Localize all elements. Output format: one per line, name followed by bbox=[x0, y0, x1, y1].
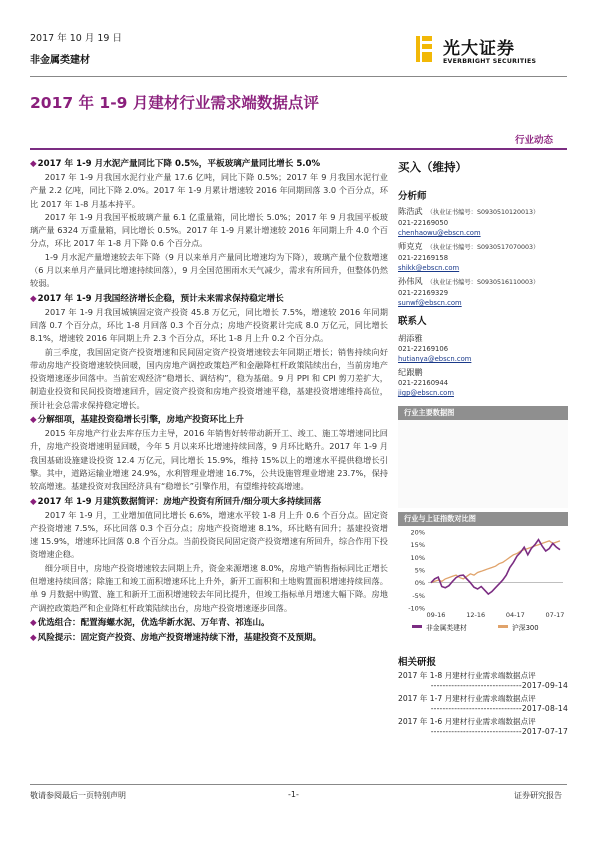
body-paragraph: 2017 年 1-9 月我国水泥行业产量 17.6 亿吨，同比下降 0.5%；2017 年 9 月我国水泥行业产量 2.2 亿吨，同比下降 2.0%。2017 年 1-9 月累计增速较 2016 年同期回落 3.0 个百分点，环比 2017 年 1-8 月基本持平。 bbox=[30, 172, 388, 209]
related-report-title[interactable]: 2017 年 1-7 月建材行业需求端数据点评 bbox=[398, 694, 536, 703]
related-list bbox=[398, 670, 568, 737]
related-report-date: -------------------------------2017-07-17 bbox=[430, 727, 568, 736]
report-date: 2017 年 10 月 19 日 bbox=[30, 33, 122, 44]
analyst-name bbox=[398, 276, 568, 288]
related-report[interactable] bbox=[398, 716, 568, 737]
legend-label-hs300: 沪深300 bbox=[512, 624, 539, 632]
contact-entry bbox=[398, 367, 568, 398]
logo-text-cn: 光大证券 bbox=[443, 39, 515, 59]
sidebar bbox=[398, 156, 568, 739]
body-paragraph: 前三季度，我国固定资产投资增速和民间固定资产投资增速较去年同期正增长；销售持续向好带动房地产投资增速较快回暖，国内房地产调控政策趋严和金融降杠杆政策陆续出台，当前房地产投资增速逐步回落中。当前宏观经济“稳增长、调结构”，稳为基础。9 月 PPI 和 CPI 剪刀差扩大，制造业投资和民间投资增速回升，固定资产投资和房地产投资增速平稳，基建投资增速维持高位，预计社会总需求保持稳定增长。 bbox=[30, 346, 388, 410]
bullet-diamond-icon: ◆ bbox=[30, 415, 37, 426]
logo-text-en: EVERBRIGHT SECURITIES bbox=[443, 58, 537, 65]
logo bbox=[413, 32, 573, 74]
contact-phone: 021-22160944 bbox=[398, 379, 449, 387]
related-report-date: -------------------------------2017-09-14 bbox=[430, 681, 568, 690]
section-heading bbox=[30, 617, 388, 630]
analyst-phone: 021-22169050 bbox=[398, 219, 449, 227]
related-report[interactable] bbox=[398, 693, 568, 714]
index-chart-bar: 行业与上证指数对比图 bbox=[398, 512, 568, 526]
legend-label-sector: 非金属类建材 bbox=[426, 624, 467, 632]
x-tick-label: 04-17 bbox=[505, 611, 525, 619]
bullet-diamond-icon: ◆ bbox=[30, 632, 37, 643]
analyst-list bbox=[398, 206, 568, 308]
section-heading-text: 风险提示：固定资产投资、房地产投资增速持续下滑，基建投资不及预期。 bbox=[37, 632, 322, 643]
y-tick-label: 0% bbox=[414, 579, 425, 588]
y-tick-label: 5% bbox=[414, 566, 425, 575]
section-heading-text: 2017 年 1-9 月我国经济增长企稳，预计未来需求保持稳定增长 bbox=[37, 293, 284, 304]
analyst-license: （执业证书编号：S0930517070003） bbox=[426, 244, 540, 251]
header-divider bbox=[30, 76, 567, 77]
y-tick-label: 15% bbox=[410, 541, 425, 550]
contact-list bbox=[398, 333, 568, 398]
legend-swatch-sector bbox=[412, 625, 422, 628]
analyst-email-link[interactable]: sunwf@ebscn.com bbox=[398, 299, 462, 307]
rating-label: 买入（维持） bbox=[398, 160, 467, 174]
bullet-diamond-icon: ◆ bbox=[30, 617, 37, 628]
section-heading bbox=[30, 496, 388, 509]
section-heading-text: 分解细项，基建投资稳增长引擎，房地产投资环比上升 bbox=[37, 415, 244, 426]
footer-disclaimer[interactable]: 敬请参阅最后一页特别声明 bbox=[30, 791, 126, 800]
analyst-name-text: 孙伟风 bbox=[398, 276, 423, 286]
analyst-license: （执业证书编号：S0930516110003） bbox=[426, 279, 540, 286]
x-tick-label: 09-16 bbox=[426, 611, 446, 619]
body-paragraph: 细分项目中，房地产投资增速较去同期上升，资金来源增速 8.0%，房地产销售指标同比正增长但增速持续回落；除施工和竣工面积增速环比上升外，新开工面积和土地购置面积增速持续回落。单 9 月数据中购置、施工和新开工面积增速较去年同比提升，但竣工指标单月增速大幅下降。房地产调控政策趋严和企业降杠杆政策陆续出台，房地产投资增速逐步回落。 bbox=[30, 562, 388, 613]
related-report-title[interactable]: 2017 年 1-6 月建材行业需求端数据点评 bbox=[398, 717, 536, 726]
contact-email-link[interactable]: hutianya@ebscn.com bbox=[398, 355, 472, 363]
report-title: 2017 年 1-9 月建材行业需求端数据点评 bbox=[30, 94, 319, 112]
related-report[interactable] bbox=[398, 670, 568, 691]
contact-name: 胡添雅 bbox=[398, 333, 423, 343]
legend-swatch-hs300 bbox=[498, 625, 508, 628]
analyst-email-link[interactable]: shikk@ebscn.com bbox=[398, 264, 460, 272]
section-heading bbox=[30, 414, 388, 427]
section-heading-text: 2017 年 1-9 月建筑数据简评：房地产投资有所回升/细分项大多持续回落 bbox=[37, 496, 322, 507]
analyst-heading: 分析师 bbox=[398, 191, 427, 202]
body-column bbox=[30, 156, 388, 645]
series-line-hs300 bbox=[431, 541, 560, 583]
analyst-name-text: 陈浩武 bbox=[398, 206, 423, 216]
contact-name: 纪跟鹏 bbox=[398, 367, 423, 377]
related-report-title[interactable]: 2017 年 1-8 月建材行业需求端数据点评 bbox=[398, 671, 536, 680]
analyst-name bbox=[398, 241, 568, 253]
sector-label: 非金属类建材 bbox=[30, 55, 90, 66]
body-paragraph: 2017 年 1-9 月我国平板玻璃产量 6.1 亿重量箱，同比增长 5.0%；2017 年 9 月我国平板玻璃产量 6324 万重量箱，同比增长 0.5%。2017 年 1-9 月累计增速较 2016 年同期上升 4.0 个百分点，环比 2017 年 1-8 月下降 0.6 个百分点。 bbox=[30, 211, 388, 249]
analyst-phone: 021-22169158 bbox=[398, 254, 449, 262]
analyst-entry bbox=[398, 276, 568, 308]
data-table-bar: 行业主要数据图 bbox=[398, 406, 568, 420]
related-heading: 相关研报 bbox=[398, 657, 437, 668]
x-tick-label: 07-17 bbox=[545, 611, 565, 619]
contact-phone: 021-22169106 bbox=[398, 345, 449, 353]
section-heading bbox=[30, 158, 388, 171]
section-heading-text: 优选组合：配置海螺水泥，优选华新水泥、万年青、祁连山。 bbox=[37, 617, 270, 628]
analyst-entry bbox=[398, 206, 568, 238]
section-heading-text: 2017 年 1-9 月水泥产量同比下降 0.5%，平板玻璃产量同比增长 5.0% bbox=[37, 159, 321, 169]
index-comparison-chart bbox=[398, 526, 568, 644]
contact-email-link[interactable]: jigp@ebscn.com bbox=[398, 389, 454, 397]
page-number: -1- bbox=[288, 790, 299, 799]
title-divider bbox=[30, 148, 567, 150]
bullet-diamond-icon: ◆ bbox=[30, 496, 37, 507]
logo-mark-icon bbox=[413, 34, 435, 64]
analyst-entry bbox=[398, 241, 568, 273]
section-heading bbox=[30, 293, 388, 306]
bullet-diamond-icon: ◆ bbox=[30, 159, 37, 169]
x-tick-label: 12-16 bbox=[466, 611, 486, 619]
y-tick-label: 10% bbox=[410, 553, 425, 562]
doc-type-label: 行业动态 bbox=[515, 135, 554, 146]
analyst-phone: 021-22169329 bbox=[398, 289, 449, 297]
footer-report-type: 证券研究报告 bbox=[514, 791, 562, 800]
body-paragraph: 1-9 月水泥产量增速较去年下降（9 月以来单月产量同比增速均为下降），玻璃产量个位数增速（6 月以来单月产量同比增速持续回落），9 月全国范围雨水天气减少，需求有所回升，但整体仍然较弱。 bbox=[30, 251, 388, 289]
body-paragraph: 2015 年房地产行业去库存压力主导，2016 年销售好转带动新开工、竣工、施工等增速同比回升，房地产投资增速明显回暖，今年 5 月以来环比增速持续回落，9 月环比略升。2017 年 1-9 月我国基础设施建设投资 12.4 万亿元，同比增长 15.9%，维持 15%以上的增速水平提供稳增长引擎。其中，道路运输业增速 24.9%，水利管理业增速 16.7%，公共设施管理业增速 23.7%，保持较高增速。基建投资对我国经济具有“稳增长”引擎作用，有望维持较高增速。 bbox=[30, 428, 388, 492]
analyst-license: （执业证书编号：S0930510120013） bbox=[426, 209, 540, 216]
y-tick-label: -5% bbox=[412, 591, 425, 600]
body-paragraph: 2017 年 1-9 月我国城镇固定资产投资 45.8 万亿元，同比增长 7.5%，增速较 2016 年同期回落 0.7 个百分点，环比 1-8 月回落 0.3 个百分点；房地产投资累计完成 8.0 万亿元，同比增长 8.1%，增速较 2016 年同期上升 2.3 个百分点，环比 1-8 月上升 0.2 个百分点。 bbox=[30, 306, 388, 344]
analyst-name-text: 师克克 bbox=[398, 241, 423, 251]
bullet-diamond-icon: ◆ bbox=[30, 293, 37, 304]
analyst-name bbox=[398, 206, 568, 218]
footer-divider bbox=[30, 784, 567, 785]
contact-heading: 联系人 bbox=[398, 316, 427, 327]
body-paragraph: 2017 年 1-9 月，工业增加值同比增长 6.6%，增速水平较 1-8 月上升 0.6 个百分点。固定资产投资增速 7.5%，环比回落 0.3 个百分点；房地产投资增速 8.1%，环比略有回升；基建投资增速 15.9%，增速环比回落 0.8 个百分点。当前投资民间固定资产投资增速有所回升，综合作用下投资增速企稳。 bbox=[30, 509, 388, 560]
y-tick-label: -10% bbox=[408, 604, 425, 613]
section-heading bbox=[30, 632, 388, 645]
contact-entry bbox=[398, 333, 568, 364]
data-table-area bbox=[398, 420, 568, 508]
analyst-email-link[interactable]: chenhaowu@ebscn.com bbox=[398, 229, 481, 237]
related-report-date: -------------------------------2017-08-14 bbox=[430, 704, 568, 713]
y-tick-label: 20% bbox=[410, 528, 425, 537]
